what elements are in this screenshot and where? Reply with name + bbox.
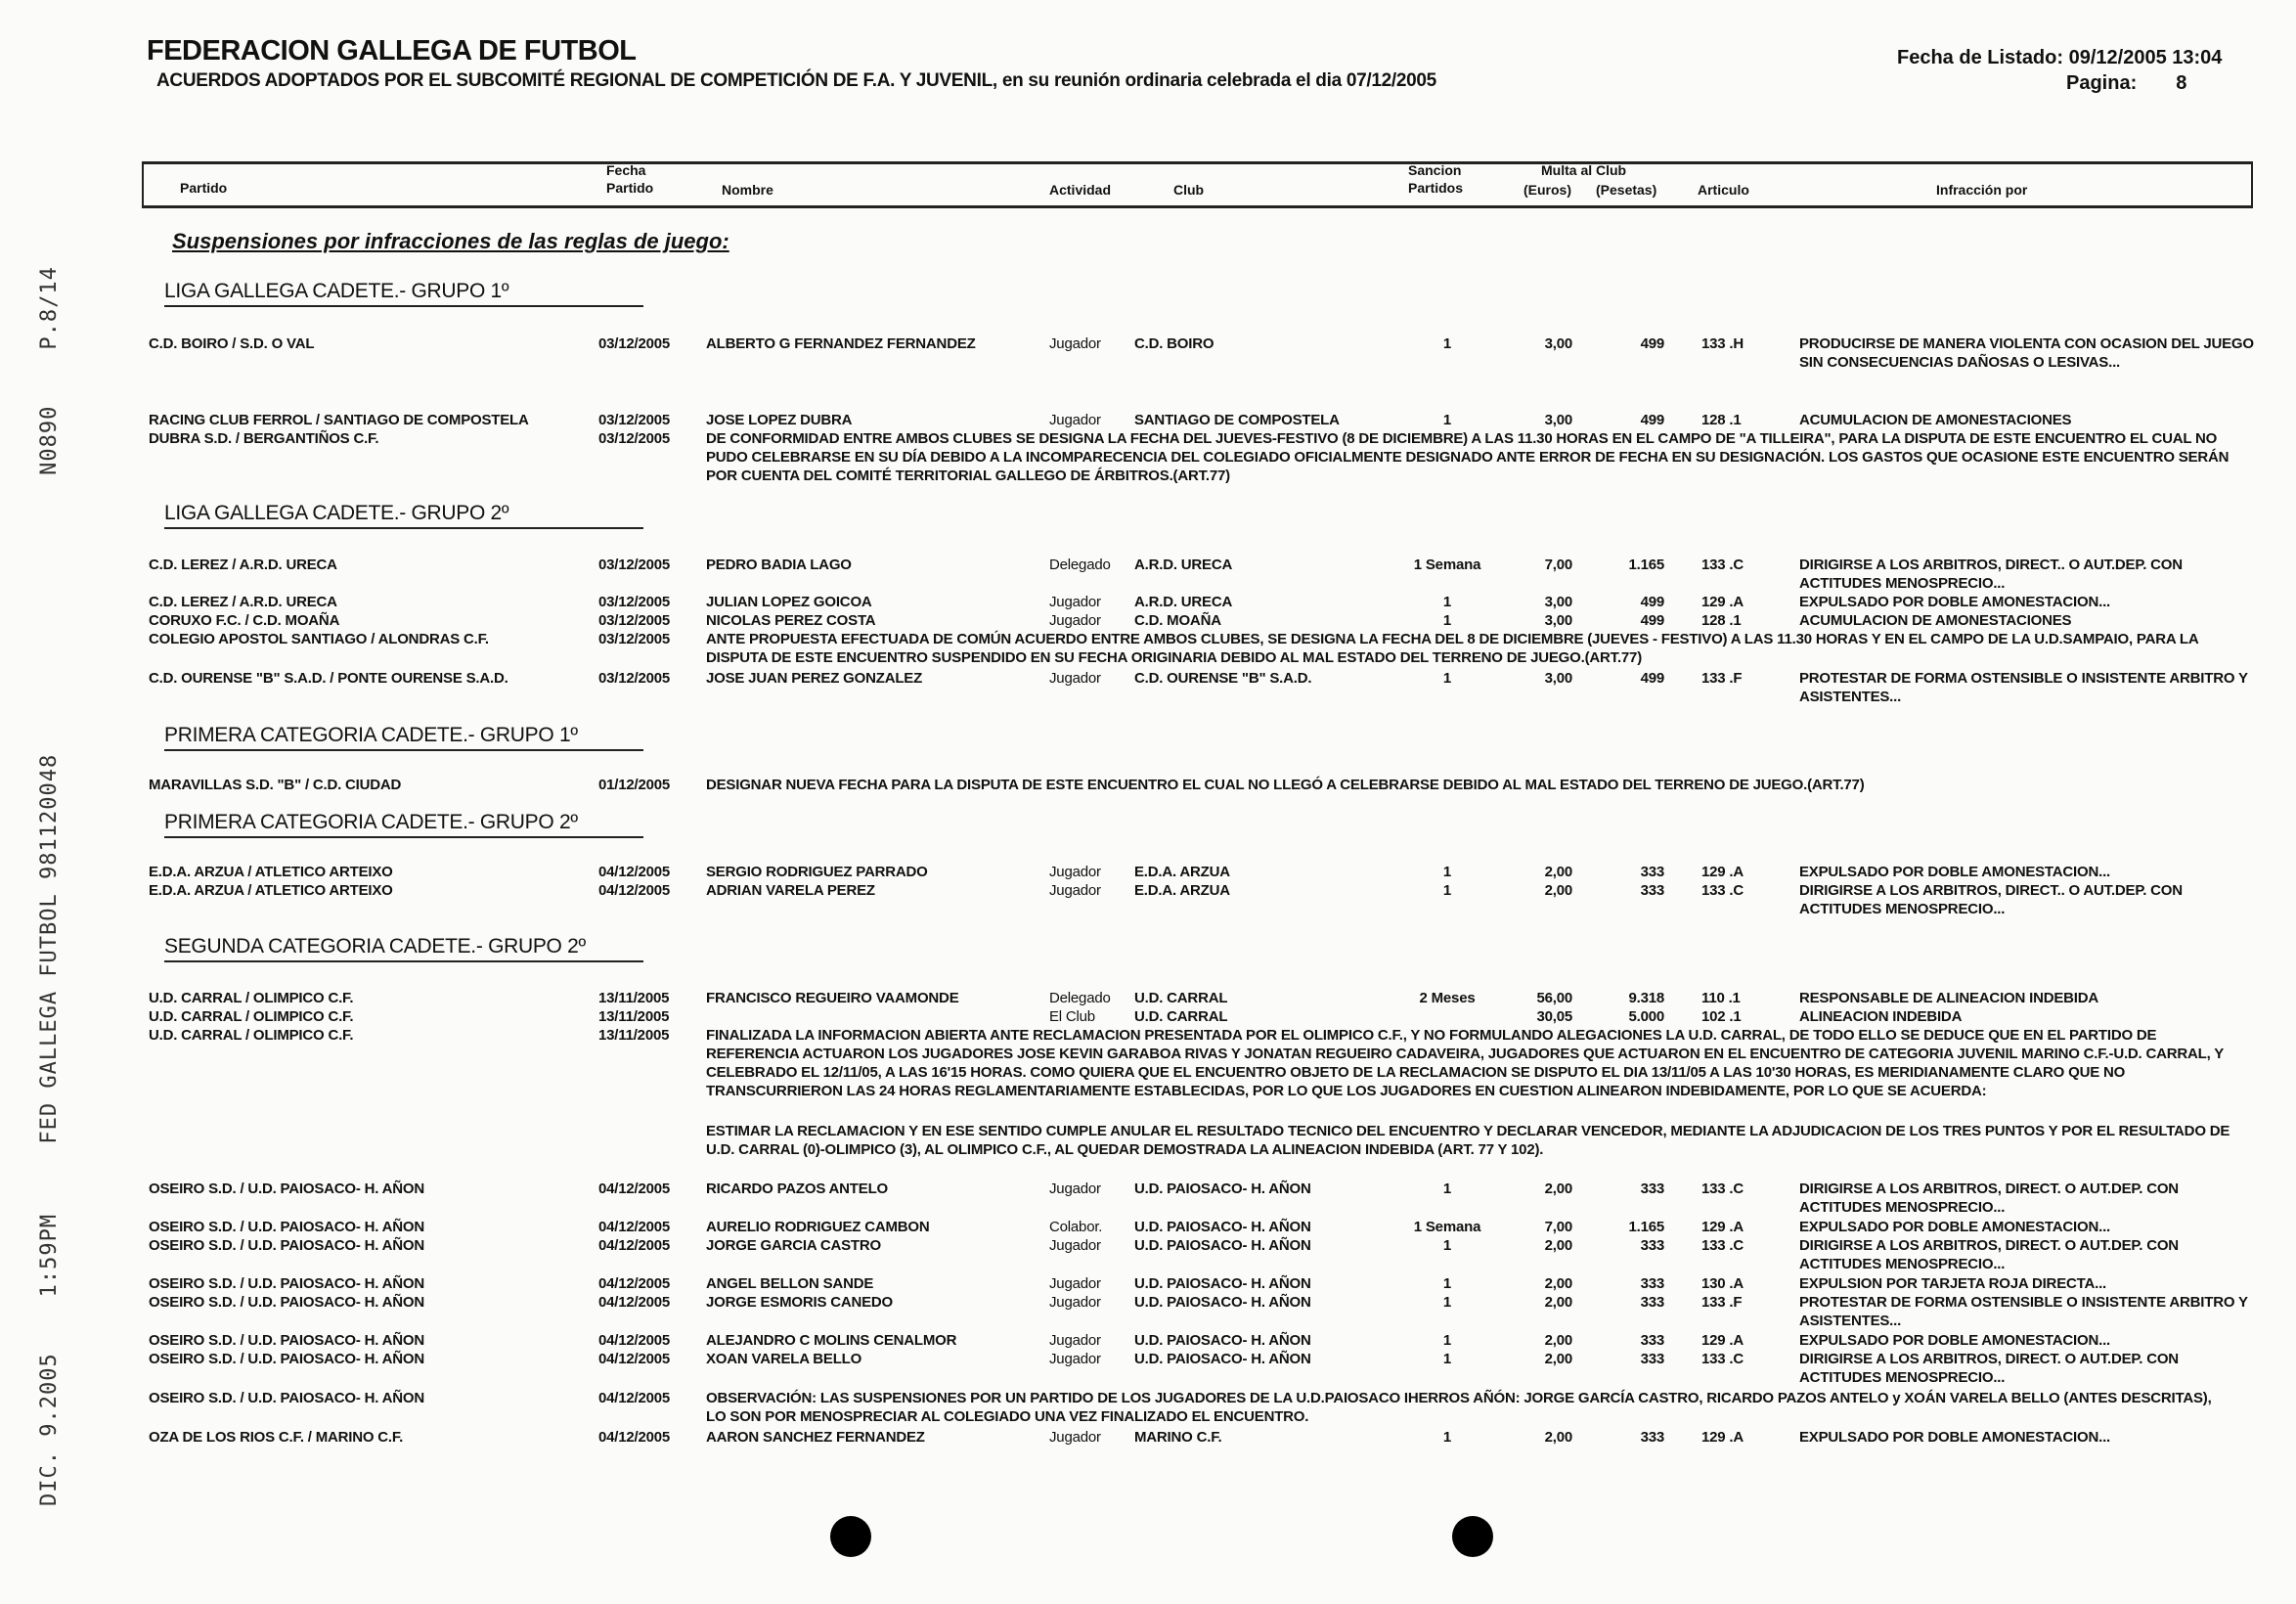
- cell-nombre: ANGEL BELLON SANDE: [706, 1275, 874, 1292]
- cell-observation: DE CONFORMIDAD ENTRE AMBOS CLUBES SE DESIGNA LA FECHA DEL JUEVES-FESTIVO (8 DE DICIEMBRE) A LAS 11.30 HORAS EN EL CAMPO DE "A TILLEIRA", PARA LA DISPUTA DE ESTE ENCUENTRO EL CUAL NO PUDO CELEBRARSE EN SU DÍA DEBIDO A LA INCOMPARECENCIA DEL COLEGIADO OFICIALMENTE DESIGNADO ANTE ERROR DE FECHA EN SU DESIGNACIÓN. LOS GASTOS QUE OCASIONE ESTE ENCUENTRO SERÁN POR CUENTA DEL COMITÉ TERRITORIAL GALLEGO DE ÁRBITROS.(ART.77): [706, 430, 2230, 484]
- subtitle-bold: ACUERDOS ADOPTADOS POR EL SUBCOMITÉ REGIONAL DE COMPETICIÓN DE F.A. Y JUVENIL,: [156, 70, 997, 91]
- col-fecha-1: Fecha: [606, 162, 646, 178]
- cell-actividad: Jugador: [1049, 335, 1101, 352]
- cell-partido: OSEIRO S.D. / U.D. PAIOSACO- H. AÑON: [149, 1181, 424, 1197]
- cell-articulo: 133 .F: [1701, 670, 1743, 687]
- cell-club: C.D. BOIRO: [1134, 335, 1214, 352]
- cell-club: C.D. MOAÑA: [1134, 612, 1221, 629]
- cell-pesetas: 499: [1640, 412, 1664, 428]
- cell-observation: ANTE PROPUESTA EFECTUADA DE COMÚN ACUERDO ENTRE AMBOS CLUBES, SE DESIGNA LA FECHA DEL 8 DE DICIEMBRE (JUEVES - FESTIVO) A LAS 11.30 HORAS Y EN EL CAMPO DE LA U.D.SAMPAIO, PARA LA DISPUTA DE ESTE ENCUENTRO SUSPENDIDO EN SU FECHA ORIGINARIA DEBIDO AL MAL ESTADO DEL TERRENO DE JUEGO.(ART.77): [706, 631, 2198, 666]
- cell-pesetas: 333: [1640, 1237, 1664, 1254]
- cell-fecha: 03/12/2005: [598, 430, 671, 447]
- cell-articulo: 128 .1: [1701, 412, 1742, 428]
- cell-infraccion: DIRIGIRSE A LOS ARBITROS, DIRECT. O AUT.DEP. CON ACTITUDES MENOSPRECIO...: [1799, 1237, 2179, 1272]
- cell-nombre: ALEJANDRO C MOLINS CENALMOR: [706, 1332, 957, 1349]
- cell-infraccion: DIRIGIRSE A LOS ARBITROS, DIRECT. O AUT.DEP. CON ACTITUDES MENOSPRECIO...: [1799, 1351, 2179, 1386]
- col-euros: (Euros): [1523, 182, 1571, 198]
- cell-infraccion: EXPULSADO POR DOBLE AMONESTACION...: [1799, 594, 2111, 610]
- cell-fecha: 01/12/2005: [598, 777, 671, 793]
- cell-resolution: ESTIMAR LA RECLAMACION Y EN ESE SENTIDO CUMPLE ANULAR EL RESULTADO TECNICO DEL ENCUENTRO Y DECLARAR VENCEDOR, MEDIANTE LA ADJUDICACION DE LOS TRES PUNTOS Y POR EL RESULTADO DE U.D. CARRAL (0)-OLIMPICO (3), AL OLIMPICO C.F., AL QUEDAR DEMOSTRADA LA ALINEACION INDEBIDA (ART. 77 Y 102).: [706, 1123, 2230, 1158]
- cell-articulo: 133 .F: [1701, 1294, 1743, 1311]
- cell-pesetas: 499: [1640, 335, 1664, 352]
- cell-sancion: 1: [1442, 1429, 1452, 1446]
- cell-nombre: AARON SANCHEZ FERNANDEZ: [706, 1429, 925, 1446]
- cell-fecha: 13/11/2005: [598, 1027, 670, 1044]
- fax-transmission-header: DIC. 9.2005 1:59PM FED GALLEGA FUTBOL 981120048 N0890 P.8/14: [37, 266, 62, 1506]
- cell-club: SANTIAGO DE COMPOSTELA: [1134, 412, 1340, 428]
- cell-partido: C.D. OURENSE "B" S.A.D. / PONTE OURENSE S.A.D.: [149, 670, 508, 687]
- cell-nombre: NICOLAS PEREZ COSTA: [706, 612, 876, 629]
- cell-partido: OZA DE LOS RIOS C.F. / MARINO C.F.: [149, 1429, 404, 1446]
- cell-actividad: Jugador: [1049, 1332, 1101, 1349]
- cell-sancion: 1: [1442, 594, 1452, 610]
- col-sancion-1: Sancion: [1408, 162, 1462, 178]
- cell-club: U.D. PAIOSACO- H. AÑON: [1134, 1237, 1311, 1254]
- cell-nombre: JORGE ESMORIS CANEDO: [706, 1294, 894, 1311]
- cell-nombre: JOSE JUAN PEREZ GONZALEZ: [706, 670, 923, 687]
- cell-euros: 2,00: [1544, 882, 1572, 899]
- cell-fecha: 03/12/2005: [598, 670, 671, 687]
- cell-pesetas: 499: [1640, 670, 1664, 687]
- cell-partido: CORUXO F.C. / C.D. MOAÑA: [149, 612, 340, 629]
- cell-nombre: JULIAN LOPEZ GOICOA: [706, 594, 872, 610]
- cell-actividad: Jugador: [1049, 882, 1101, 899]
- cell-articulo: 133 .C: [1701, 882, 1744, 899]
- cell-sancion: 1: [1442, 1275, 1452, 1292]
- cell-nombre: AURELIO RODRIGUEZ CAMBON: [706, 1219, 930, 1235]
- cell-partido: OSEIRO S.D. / U.D. PAIOSACO- H. AÑON: [149, 1237, 424, 1254]
- page-label: Pagina:: [2066, 72, 2138, 94]
- cell-club: E.D.A. ARZUA: [1134, 864, 1230, 880]
- cell-actividad: Jugador: [1049, 670, 1101, 687]
- subtitle-rest: en su reunión ordinaria celebrada el dia 07/12/2005: [996, 70, 1436, 91]
- cell-partido: C.D. LEREZ / A.R.D. URECA: [149, 557, 337, 573]
- cell-fecha: 04/12/2005: [598, 1219, 671, 1235]
- cell-articulo: 133 .C: [1701, 1237, 1744, 1254]
- cell-partido: OSEIRO S.D. / U.D. PAIOSACO- H. AÑON: [149, 1390, 424, 1406]
- cell-sancion: 1 Semana: [1413, 1219, 1481, 1235]
- cell-articulo: 129 .A: [1701, 864, 1744, 880]
- cell-club: U.D. PAIOSACO- H. AÑON: [1134, 1181, 1311, 1197]
- cell-infraccion: ACUMULACION DE AMONESTACIONES: [1799, 412, 2072, 428]
- cell-articulo: 129 .A: [1701, 1429, 1744, 1446]
- cell-fecha: 04/12/2005: [598, 882, 671, 899]
- cell-articulo: 133 .C: [1701, 1351, 1744, 1367]
- cell-articulo: 102 .1: [1701, 1008, 1742, 1025]
- cell-euros: 3,00: [1544, 335, 1572, 352]
- cell-observation: DESIGNAR NUEVA FECHA PARA LA DISPUTA DE ESTE ENCUENTRO EL CUAL NO LLEGÓ A CELEBRARSE DEBIDO AL MAL ESTADO DEL TERRENO DE JUEGO.(ART.77): [706, 777, 1865, 793]
- cell-fecha: 03/12/2005: [598, 631, 671, 647]
- cell-infraccion: ACUMULACION DE AMONESTACIONES: [1799, 612, 2072, 629]
- col-fecha-2: Partido: [606, 180, 654, 196]
- cell-observation: OBSERVACIÓN: LAS SUSPENSIONES POR UN PARTIDO DE LOS JUGADORES DE LA U.D.PAIOSACO IHERROS AÑÓN: JORGE GARCÍA CASTRO, RICARDO PAZOS ANTELO y XOÁN VARELA BELLO (ANTES DESCRITAS), LO SON POR MENOSPRECIAR AL COLEGIADO UNA VEZ FINALIZADO EL ENCUENTRO.: [706, 1390, 2212, 1425]
- cell-partido: C.D. LEREZ / A.R.D. URECA: [149, 594, 337, 610]
- cell-pesetas: 499: [1640, 612, 1664, 629]
- cell-fecha: 13/11/2005: [598, 990, 670, 1006]
- cell-sancion: 1: [1442, 1332, 1452, 1349]
- cell-articulo: 129 .A: [1701, 1219, 1744, 1235]
- listing-date-label: Fecha de Listado:: [1897, 47, 2064, 68]
- cell-pesetas: 9.318: [1628, 990, 1664, 1006]
- cell-sancion: 1: [1442, 882, 1452, 899]
- cell-infraccion: DIRIGIRSE A LOS ARBITROS, DIRECT. O AUT.DEP. CON ACTITUDES MENOSPRECIO...: [1799, 1181, 2179, 1216]
- page-value: 8: [2176, 72, 2187, 94]
- cell-actividad: El Club: [1049, 1008, 1095, 1025]
- cell-articulo: 128 .1: [1701, 612, 1742, 629]
- col-actividad: Actividad: [1049, 182, 1112, 198]
- cell-infraccion: EXPULSADO POR DOBLE AMONESTACION...: [1799, 1332, 2111, 1349]
- col-club: Club: [1173, 182, 1205, 198]
- cell-nombre: PEDRO BADIA LAGO: [706, 557, 852, 573]
- cell-pesetas: 333: [1640, 882, 1664, 899]
- cell-pesetas: 499: [1640, 594, 1664, 610]
- col-multa: Multa al Club: [1541, 162, 1627, 178]
- cell-euros: 2,00: [1544, 1237, 1572, 1254]
- cell-fecha: 04/12/2005: [598, 1237, 671, 1254]
- cell-pesetas: 333: [1640, 1332, 1664, 1349]
- cell-fecha: 04/12/2005: [598, 1351, 671, 1367]
- cell-nombre: JOSE LOPEZ DUBRA: [706, 412, 853, 428]
- cell-actividad: Jugador: [1049, 1429, 1101, 1446]
- cell-fecha: 03/12/2005: [598, 412, 671, 428]
- cell-fecha: 13/11/2005: [598, 1008, 670, 1025]
- cell-nombre: FRANCISCO REGUEIRO VAAMONDE: [706, 990, 959, 1006]
- group-header: LIGA GALLEGA CADETE.- GRUPO 2º: [164, 502, 643, 529]
- cell-club: U.D. CARRAL: [1134, 1008, 1228, 1025]
- cell-pesetas: 5.000: [1628, 1008, 1664, 1025]
- cell-pesetas: 333: [1640, 1294, 1664, 1311]
- cell-nombre: JORGE GARCIA CASTRO: [706, 1237, 881, 1254]
- cell-partido: U.D. CARRAL / OLIMPICO C.F.: [149, 1027, 354, 1044]
- cell-articulo: 110 .1: [1701, 990, 1741, 1006]
- cell-actividad: Jugador: [1049, 1275, 1101, 1292]
- cell-sancion: 1: [1442, 670, 1452, 687]
- federation-title: FEDERACION GALLEGA DE FUTBOL: [147, 35, 637, 67]
- cell-partido: COLEGIO APOSTOL SANTIAGO / ALONDRAS C.F.: [149, 631, 489, 647]
- cell-euros: 7,00: [1544, 1219, 1572, 1235]
- cell-infraccion: ALINEACION INDEBIDA: [1799, 1008, 1963, 1025]
- cell-infraccion: EXPULSADO POR DOBLE AMONESTACION...: [1799, 1219, 2111, 1235]
- cell-euros: 2,00: [1544, 1351, 1572, 1367]
- cell-euros: 2,00: [1544, 1181, 1572, 1197]
- cell-fecha: 04/12/2005: [598, 864, 671, 880]
- cell-actividad: Jugador: [1049, 1351, 1101, 1367]
- col-articulo: Articulo: [1698, 182, 1749, 198]
- cell-actividad: Jugador: [1049, 612, 1101, 629]
- group-header: PRIMERA CATEGORIA CADETE.- GRUPO 1º: [164, 724, 643, 751]
- cell-club: U.D. PAIOSACO- H. AÑON: [1134, 1219, 1311, 1235]
- cell-pesetas: 1.165: [1628, 1219, 1664, 1235]
- cell-sancion: 2 Meses: [1419, 990, 1476, 1006]
- cell-partido: OSEIRO S.D. / U.D. PAIOSACO- H. AÑON: [149, 1275, 424, 1292]
- cell-fecha: 04/12/2005: [598, 1181, 671, 1197]
- cell-nombre: ADRIAN VARELA PEREZ: [706, 882, 875, 899]
- cell-club: C.D. OURENSE "B" S.A.D.: [1134, 670, 1312, 687]
- cell-nombre: XOAN VARELA BELLO: [706, 1351, 862, 1367]
- cell-infraccion: EXPULSADO POR DOBLE AMONESTACION...: [1799, 864, 2111, 880]
- cell-articulo: 129 .A: [1701, 1332, 1744, 1349]
- punch-hole: [1452, 1516, 1493, 1557]
- cell-actividad: Jugador: [1049, 594, 1101, 610]
- cell-club: U.D. PAIOSACO- H. AÑON: [1134, 1332, 1311, 1349]
- cell-pesetas: 333: [1640, 1275, 1664, 1292]
- cell-sancion: 1: [1442, 864, 1452, 880]
- cell-nombre: RICARDO PAZOS ANTELO: [706, 1181, 888, 1197]
- group-header: SEGUNDA CATEGORIA CADETE.- GRUPO 2º: [164, 935, 643, 962]
- col-partido: Partido: [180, 180, 228, 196]
- cell-infraccion: EXPULSION POR TARJETA ROJA DIRECTA...: [1799, 1275, 2107, 1292]
- cell-euros: 3,00: [1544, 612, 1572, 629]
- cell-partido: U.D. CARRAL / OLIMPICO C.F.: [149, 1008, 354, 1025]
- cell-actividad: Jugador: [1049, 412, 1101, 428]
- cell-fecha: 03/12/2005: [598, 335, 671, 352]
- cell-sancion: 1: [1442, 1294, 1452, 1311]
- cell-sancion: 1: [1442, 612, 1452, 629]
- cell-club: A.R.D. URECA: [1134, 557, 1233, 573]
- cell-partido: E.D.A. ARZUA / ATLETICO ARTEIXO: [149, 882, 393, 899]
- section-title: Suspensiones por infracciones de las reglas de juego:: [172, 229, 729, 253]
- cell-euros: 2,00: [1544, 1429, 1572, 1446]
- cell-euros: 30,05: [1536, 1008, 1572, 1025]
- cell-actividad: Jugador: [1049, 1294, 1101, 1311]
- cell-fecha: 04/12/2005: [598, 1275, 671, 1292]
- cell-pesetas: 333: [1640, 1181, 1664, 1197]
- cell-euros: 2,00: [1544, 1332, 1572, 1349]
- cell-nombre: SERGIO RODRIGUEZ PARRADO: [706, 864, 928, 880]
- cell-actividad: Jugador: [1049, 1181, 1101, 1197]
- cell-partido: OSEIRO S.D. / U.D. PAIOSACO- H. AÑON: [149, 1332, 424, 1349]
- cell-fecha: 03/12/2005: [598, 594, 671, 610]
- cell-club: E.D.A. ARZUA: [1134, 882, 1230, 899]
- cell-pesetas: 1.165: [1628, 557, 1664, 573]
- cell-euros: 7,00: [1544, 557, 1572, 573]
- cell-euros: 3,00: [1544, 412, 1572, 428]
- cell-club: U.D. PAIOSACO- H. AÑON: [1134, 1275, 1311, 1292]
- cell-fecha: 04/12/2005: [598, 1332, 671, 1349]
- col-nombre: Nombre: [722, 182, 773, 198]
- cell-sancion: 1: [1442, 1181, 1452, 1197]
- cell-euros: 2,00: [1544, 1275, 1572, 1292]
- cell-actividad: Delegado: [1049, 557, 1111, 573]
- cell-euros: 3,00: [1544, 594, 1572, 610]
- cell-infraccion: DIRIGIRSE A LOS ARBITROS, DIRECT.. O AUT.DEP. CON ACTITUDES MENOSPRECIO...: [1799, 557, 2183, 592]
- cell-infraccion: PROTESTAR DE FORMA OSTENSIBLE O INSISTENTE ARBITRO Y ASISTENTES...: [1799, 1294, 2248, 1329]
- cell-infraccion: DIRIGIRSE A LOS ARBITROS, DIRECT.. O AUT.DEP. CON ACTITUDES MENOSPRECIO...: [1799, 882, 2183, 917]
- col-pesetas: (Pesetas): [1596, 182, 1657, 198]
- cell-articulo: 133 .C: [1701, 1181, 1744, 1197]
- cell-nombre: ALBERTO G FERNANDEZ FERNANDEZ: [706, 335, 976, 352]
- cell-actividad: Jugador: [1049, 1237, 1101, 1254]
- cell-partido: C.D. BOIRO / S.D. O VAL: [149, 335, 315, 352]
- cell-articulo: 130 .A: [1701, 1275, 1744, 1292]
- col-infraccion: Infracción por: [1936, 182, 2028, 198]
- cell-infraccion: PRODUCIRSE DE MANERA VIOLENTA CON OCASION DEL JUEGO SIN CONSECUENCIAS DAÑOSAS O LESIVAS...: [1799, 335, 2254, 371]
- cell-fecha: 04/12/2005: [598, 1294, 671, 1311]
- document-subtitle: [156, 70, 1436, 92]
- cell-actividad: Jugador: [1049, 864, 1101, 880]
- cell-fecha: 04/12/2005: [598, 1390, 671, 1406]
- cell-sancion: 1: [1442, 412, 1452, 428]
- group-header: PRIMERA CATEGORIA CADETE.- GRUPO 2º: [164, 811, 643, 838]
- cell-euros: 2,00: [1544, 864, 1572, 880]
- cell-club: A.R.D. URECA: [1134, 594, 1233, 610]
- cell-club: U.D. CARRAL: [1134, 990, 1228, 1006]
- cell-partido: DUBRA S.D. / BERGANTIÑOS C.F.: [149, 430, 379, 447]
- cell-pesetas: 333: [1640, 864, 1664, 880]
- cell-sancion: 1: [1442, 335, 1452, 352]
- cell-euros: 56,00: [1536, 990, 1572, 1006]
- cell-pesetas: 333: [1640, 1351, 1664, 1367]
- cell-euros: 2,00: [1544, 1294, 1572, 1311]
- cell-actividad: Colabor.: [1049, 1219, 1103, 1235]
- page-number: [2066, 72, 2186, 95]
- cell-fecha: 03/12/2005: [598, 557, 671, 573]
- cell-observation: FINALIZADA LA INFORMACION ABIERTA ANTE RECLAMACION PRESENTADA POR EL OLIMPICO C.F., Y NO FORMULANDO ALEGACIONES LA U.D. CARRAL, DE TODO ELLO SE DEDUCE QUE EN EL PARTIDO DE REFERENCIA ACTUARON LOS JUGADORES JOSE KEVIN GARABOA RIVAS Y JONATAN REGUEIRO CADAVEIRA, JUGADORES QUE ACTUARON EN EL ENCUENTRO DE CATEGORIA JUVENIL MARINO C.F.-U.D. CARRAL, Y CELEBRADO EL 12/11/05, A LAS 16'15 HORAS. COMO QUIERA QUE EL ENCUENTRO OBJETO DE LA RECLAMACION SE DISPUTO EL DIA 13/11/05 A LAS 10'30 HORAS, ES MERIDIANAMENTE CLARO QUE NO TRANSCURRIERON LAS 24 HORAS REGLAMENTARIAMENTE ESTABLECIDAS, POR LO QUE LOS JUGADORES EN CUESTION ALINEARON INDEBIDAMENTE, POR LO QUE SE ACUERDA:: [706, 1027, 2224, 1099]
- cell-actividad: Delegado: [1049, 990, 1111, 1006]
- cell-partido: E.D.A. ARZUA / ATLETICO ARTEIXO: [149, 864, 393, 880]
- cell-partido: RACING CLUB FERROL / SANTIAGO DE COMPOSTELA: [149, 412, 529, 428]
- cell-club: MARINO C.F.: [1134, 1429, 1222, 1446]
- cell-articulo: 133 .H: [1701, 335, 1744, 352]
- cell-articulo: 133 .C: [1701, 557, 1744, 573]
- cell-partido: U.D. CARRAL / OLIMPICO C.F.: [149, 990, 354, 1006]
- cell-sancion: 1: [1442, 1237, 1452, 1254]
- cell-fecha: 04/12/2005: [598, 1429, 671, 1446]
- punch-hole: [830, 1516, 871, 1557]
- cell-club: U.D. PAIOSACO- H. AÑON: [1134, 1294, 1311, 1311]
- cell-euros: 3,00: [1544, 670, 1572, 687]
- cell-partido: OSEIRO S.D. / U.D. PAIOSACO- H. AÑON: [149, 1351, 424, 1367]
- cell-infraccion: PROTESTAR DE FORMA OSTENSIBLE O INSISTENTE ARBITRO Y ASISTENTES...: [1799, 670, 2248, 705]
- col-sancion-2: Partidos: [1408, 180, 1464, 196]
- cell-pesetas: 333: [1640, 1429, 1664, 1446]
- cell-articulo: 129 .A: [1701, 594, 1744, 610]
- cell-partido: MARAVILLAS S.D. "B" / C.D. CIUDAD: [149, 777, 402, 793]
- listing-date-value: 09/12/2005 13:04: [2068, 47, 2223, 68]
- cell-sancion: 1 Semana: [1413, 557, 1481, 573]
- group-header: LIGA GALLEGA CADETE.- GRUPO 1º: [164, 280, 643, 307]
- cell-infraccion: RESPONSABLE DE ALINEACION INDEBIDA: [1799, 990, 2099, 1006]
- cell-fecha: 03/12/2005: [598, 612, 671, 629]
- cell-club: U.D. PAIOSACO- H. AÑON: [1134, 1351, 1311, 1367]
- cell-partido: OSEIRO S.D. / U.D. PAIOSACO- H. AÑON: [149, 1219, 424, 1235]
- cell-partido: OSEIRO S.D. / U.D. PAIOSACO- H. AÑON: [149, 1294, 424, 1311]
- listing-date: [1897, 47, 2222, 69]
- cell-infraccion: EXPULSADO POR DOBLE AMONESTACION...: [1799, 1429, 2111, 1446]
- cell-sancion: 1: [1442, 1351, 1452, 1367]
